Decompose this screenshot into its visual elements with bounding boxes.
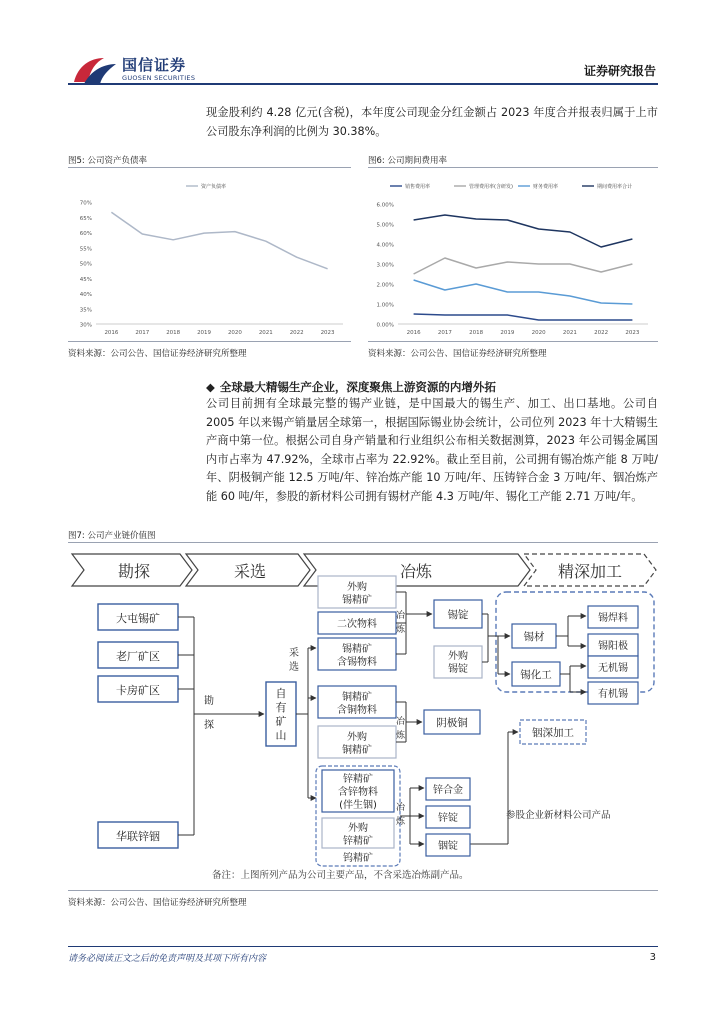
logo-english-name: GUOSEN SECURITIES [122,74,196,82]
smelt-label-zinc-2: 炼 [396,817,406,827]
footer-rule [68,946,658,947]
own-mine-char-2: 有 [275,701,287,714]
mine-hualian: 华联锌铟 [116,830,160,843]
x-tick-label: 2022 [594,330,609,336]
y-tick-label: 35% [79,307,92,314]
indium-processing: 铟深加工 [532,727,574,739]
stage-smelting-label: 冶炼 [399,562,433,581]
zinc-concentrate-2: 含锌物料 [338,787,378,798]
stage-processing-label: 精深加工 [557,562,623,581]
x-tick-label: 2020 [227,330,242,336]
mine-connectors [178,617,264,835]
x-tick-label: 2019 [500,330,515,336]
fig5-title: 图5: 公司资产负债率 [68,156,147,166]
x-tick-label: 2022 [289,330,304,336]
x-tick-label: 2023 [625,330,640,336]
purchased-tin-ingot-1: 外购 [448,651,468,662]
y-tick-label: 0.00% [376,322,394,329]
mining-label-2: 选 [289,662,299,673]
expense-ratio-chart [368,170,658,338]
fig5-top-rule [68,167,351,168]
y-tick-label: 3.00% [376,262,394,269]
purchased-copper-concentrate-1: 外购 [347,732,367,743]
fig6-bottom-rule [368,341,658,342]
diamond-bullet-icon: ◆ [206,380,215,394]
copper-input-group [318,686,396,758]
legend-label: 资产负债率 [201,184,227,190]
x-tick-label: 2018 [166,330,181,336]
mining-connectors [296,648,316,798]
purchased-zinc-concentrate-1: 外购 [348,823,368,834]
tin-anode: 锡阳极 [598,641,628,652]
new-material-caption: 参股企业新材料公司产品 [506,810,611,821]
zinc-concentrate-3: (伴生铟) [339,800,377,811]
tin-ingot: 锡锭 [447,609,469,621]
x-tick-label: 2021 [258,330,273,336]
x-tick-label: 2017 [135,330,150,336]
series-line [414,258,633,274]
purchased-copper-concentrate-2: 铜精矿 [342,745,372,756]
x-tick-label: 2016 [406,330,421,336]
own-mine-char-1: 自 [275,687,287,700]
report-type: 证券研究报告 [583,64,656,78]
tungsten-concentrate: 钨精矿 [343,853,373,864]
y-tick-label: 65% [79,215,92,222]
x-tick-label: 2020 [531,330,546,336]
fig7-title: 图7: 公司产业链价值图 [68,531,156,541]
fig7-bottom-rule [68,890,658,891]
fig6-source: 资料来源：公司公告、国信证券经济研究所整理 [368,349,547,359]
y-tick-label: 55% [79,246,92,253]
fig7-source: 资料来源：公司公告、国信证券经济研究所整理 [68,898,247,908]
industry-chain-diagram [68,548,658,886]
zinc-alloy: 锌合金 [433,785,463,796]
y-tick-label: 45% [79,276,92,283]
x-tick-label: 2016 [104,330,119,336]
tin-solder: 锡焊料 [598,613,628,624]
mine-datun: 大屯锡矿 [116,612,160,625]
y-tick-label: 30% [79,322,92,329]
section-body: 公司目前拥有全球最完整的锡产业链，是中国最大的锡生产、加工、出口基地。公司自 2005 年以来锡产销量居全球第一，根据国际锡业协会统计，公司位列 2023 年十大精锡生产商中第一位。根据公司自身产销量和行业组织公布相关数据测算，2023 年公司锡金属国内市占率为 47.92%，全球市占率为 22.92%。截止至目前，公司拥有锡冶炼产能 8 万吨/年、阴极铜产能 12.5 万吨/年、锌冶炼产能 10 万吨/年、压铸锌合金 3 万吨/年、铟冶炼产能 60 吨/年，参股的新材料公司拥有锡材产能 4.3 万吨/年、锡化工产能 2.71 万吨/年。 [206,397,658,503]
own-mine-char-4: 山 [275,729,287,742]
stage-mining-label: 采选 [233,562,267,581]
y-tick-label: 50% [79,261,92,268]
fig7-top-rule [68,542,658,543]
explore-label-2: 探 [204,720,214,731]
x-tick-label: 2021 [562,330,577,336]
x-tick-label: 2018 [469,330,484,336]
legend-label: 销售费用率 [405,184,431,190]
purchased-tin-ingot-2: 锡锭 [448,664,468,675]
legend-label: 管理费用率(含研发) [469,184,513,190]
y-tick-label: 2.00% [376,282,394,289]
series-line [111,212,327,269]
series-line [414,215,633,247]
x-tick-label: 2023 [320,330,335,336]
smelt-label-tin-2: 炼 [396,625,406,635]
smelt-label-tin-1: 冶 [396,611,406,621]
legend-label: 期间费用率合计 [597,184,633,190]
explore-label-1: 勘 [204,696,214,707]
own-mine-char-3: 矿 [275,715,287,728]
copper-concentrate-1: 铜精矿 [342,692,372,703]
y-tick-label: 4.00% [376,242,394,249]
mine-list [98,604,178,848]
footer-disclaimer: 请务必阅读正文之后的免责声明及其项下所有内容 [68,954,267,964]
organic-tin: 有机锡 [598,689,628,700]
zinc-ingot: 锌锭 [438,813,458,824]
tin-concentrate-1: 锡精矿 [342,644,372,655]
cathode-copper: 阴极铜 [436,717,468,729]
y-tick-label: 60% [79,231,92,237]
purchased-tin-concentrate-1: 外购 [347,582,367,593]
smelt-label-copper-2: 炼 [396,731,406,741]
page-number: 3 [649,952,656,963]
diagram-note: 备注：上图所列产品为公司主要产品，不含采选冶炼副产品。 [212,870,469,881]
fig6-top-rule [368,167,658,168]
legend-label: 财务费用率 [533,184,559,190]
tin-input-group [318,576,396,670]
y-tick-label: 40% [79,292,92,298]
x-tick-label: 2019 [197,330,212,336]
stage-explore-label: 勘探 [117,562,151,581]
section-heading [206,379,496,395]
smelt-label-zinc-1: 冶 [396,803,406,813]
secondary-material: 二次物料 [337,619,377,630]
section-heading-text: 全球最大精锡生产企业，深度聚焦上游资源的内增外拓 [219,380,496,394]
fig6-title: 图6: 公司期间费用率 [368,156,447,166]
series-line [414,280,633,304]
tin-chemical: 锡化工 [520,669,552,681]
y-tick-label: 6.00% [376,202,394,209]
header-rule [68,83,658,85]
mining-label-1: 采 [289,648,299,659]
inorganic-tin: 无机锡 [598,663,628,674]
smelt-label-copper-1: 冶 [396,717,406,727]
tin-material: 锡材 [523,631,545,643]
x-tick-label: 2017 [437,330,452,336]
fig5-source: 资料来源：公司公告、国信证券经济研究所整理 [68,349,247,359]
purchased-tin-concentrate-2: 锡精矿 [342,595,372,606]
mine-laochang: 老厂矿区 [116,650,160,663]
intro-paragraph: 现金股利约 4.28 亿元(含税)，本年度公司现金分红金额占 2023 年度合并报表归属于上市公司股东净利润的比例为 30.38%。 [206,106,658,138]
zinc-concentrate-1: 锌精矿 [343,774,373,785]
copper-concentrate-2: 含铜物料 [337,705,377,716]
indium-ingot: 铟锭 [438,841,458,852]
fig5-bottom-rule [68,341,351,342]
y-tick-label: 1.00% [376,302,394,309]
mine-kafang: 卡房矿区 [116,684,160,697]
series-line [414,314,633,320]
logo-chinese-name: 国信证券 [122,56,187,74]
debt-ratio-chart [68,170,351,338]
purchased-zinc-concentrate-2: 锌精矿 [343,836,373,847]
tin-concentrate-2: 含锡物料 [337,657,377,668]
y-tick-label: 5.00% [376,222,394,229]
y-tick-label: 70% [79,200,92,207]
